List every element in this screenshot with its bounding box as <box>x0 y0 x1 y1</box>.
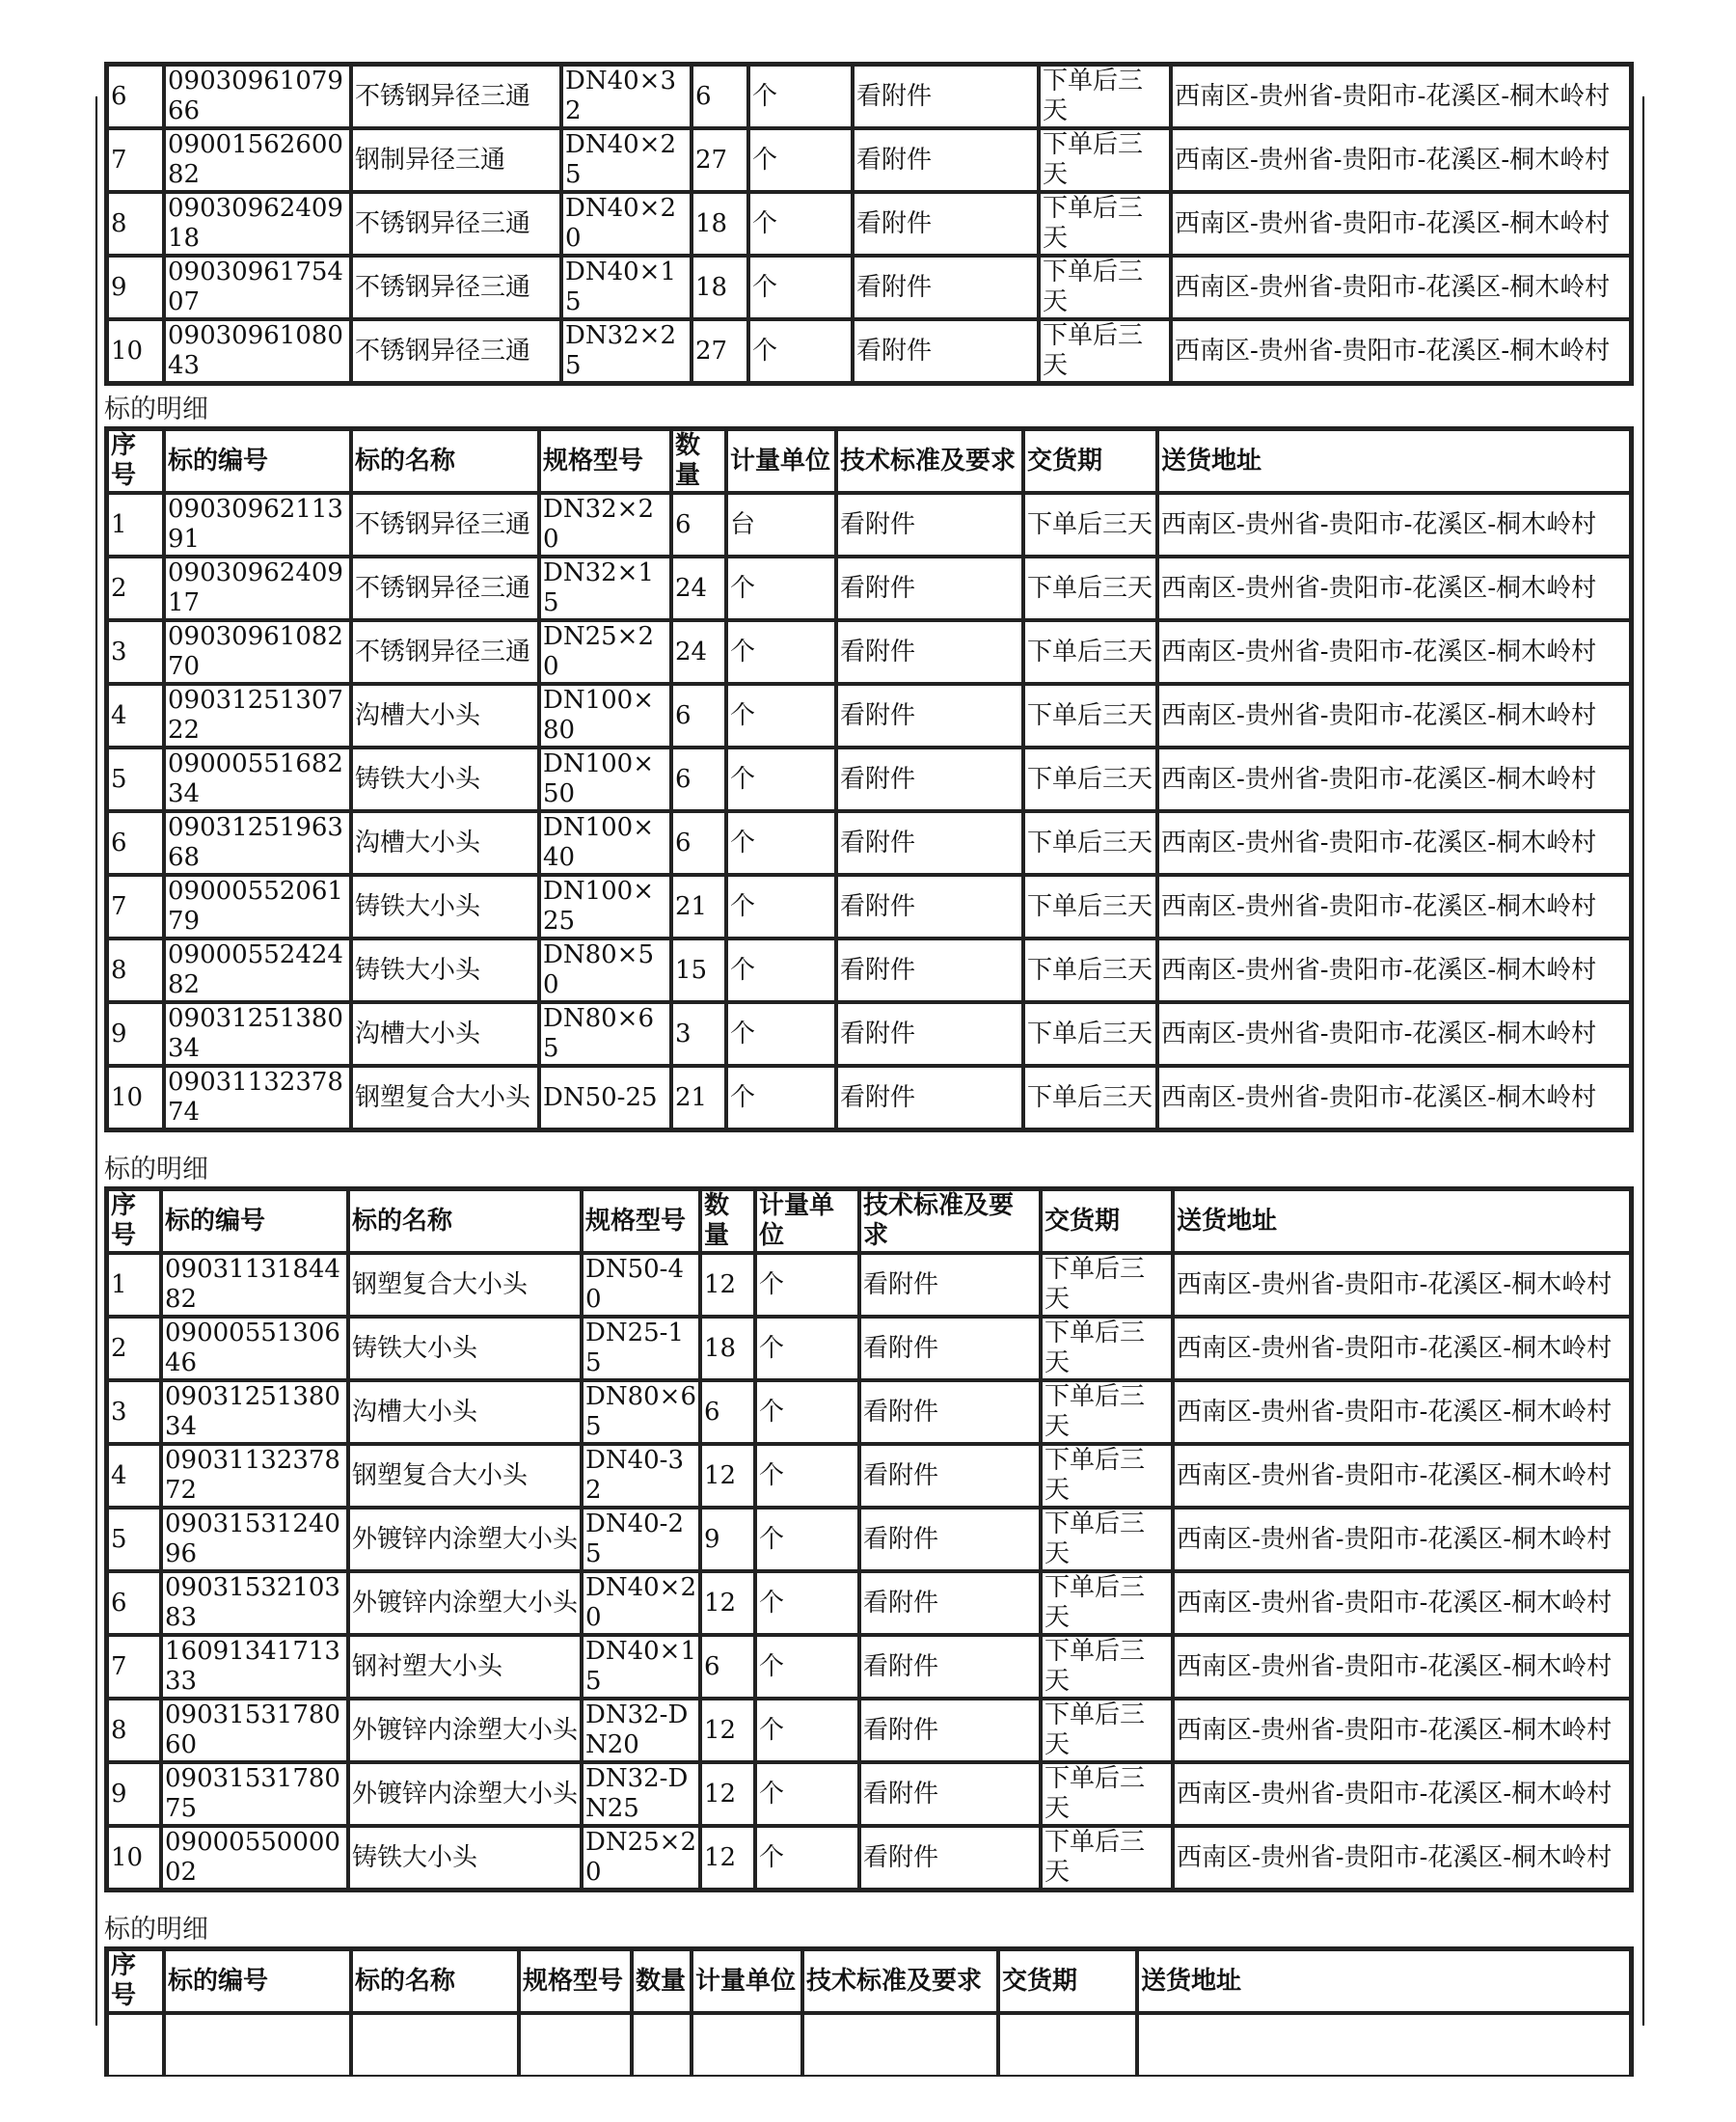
cell-item-name: 钢制异径三通 <box>351 128 561 192</box>
table-row <box>107 1508 1631 1571</box>
column-header-item-name: 标的名称 <box>351 1949 519 2013</box>
cell-quantity: 24 <box>671 557 726 620</box>
detail-table-2-container <box>104 426 1634 1132</box>
cell-delivery-address: 西南区-贵州省-贵阳市-花溪区-桐木岭村 <box>1157 684 1631 748</box>
cell-unit: 个 <box>755 1826 859 1890</box>
section-label-3: 标的明细 <box>104 1155 208 1184</box>
cell-quantity: 6 <box>692 65 748 128</box>
cell-delivery-period: 下单后三天 <box>1023 1002 1157 1066</box>
cell-delivery-period: 下单后三天 <box>1023 493 1157 557</box>
cell-item-name: 沟槽大小头 <box>351 811 539 875</box>
cell-quantity: 27 <box>692 319 748 383</box>
cell-quantity: 6 <box>671 748 726 811</box>
cell-unit: 个 <box>726 939 836 1002</box>
table-row <box>107 1635 1631 1699</box>
cell-delivery-address: 西南区-贵州省-贵阳市-花溪区-桐木岭村 <box>1173 1571 1631 1635</box>
cell-item-name: 外镀锌内涂塑大小头 <box>348 1571 582 1635</box>
table-row <box>107 557 1631 620</box>
cell-spec-model: DN40×15 <box>561 256 692 319</box>
cell-unit: 个 <box>755 1699 859 1762</box>
table-row <box>107 748 1631 811</box>
cell-unit: 个 <box>726 811 836 875</box>
cell-unit: 个 <box>755 1635 859 1699</box>
column-header-quantity: 数量 <box>671 429 726 493</box>
cell-item-code: 0903096108270 <box>164 620 351 684</box>
column-header-unit: 计量单位 <box>726 429 836 493</box>
cell-unit: 个 <box>726 1002 836 1066</box>
cell-seq: 9 <box>107 1002 164 1066</box>
cell-seq: 6 <box>107 1571 161 1635</box>
table-row <box>107 128 1631 192</box>
cell-delivery-period: 下单后三天 <box>1023 748 1157 811</box>
cell-tech-standard: 看附件 <box>836 684 1023 748</box>
cell-item-code: 0903113184482 <box>161 1253 348 1317</box>
cell-seq: 10 <box>107 1066 164 1129</box>
cell-item-code: 0900055242482 <box>164 939 351 1002</box>
cell-delivery-address: 西南区-贵州省-贵阳市-花溪区-桐木岭村 <box>1171 319 1631 383</box>
cell-unit: 个 <box>755 1380 859 1444</box>
table-row <box>107 684 1631 748</box>
cell-item-code: 0903125138034 <box>164 1002 351 1066</box>
cell-tech-standard: 看附件 <box>836 811 1023 875</box>
cell-unit: 个 <box>748 256 853 319</box>
cell-quantity: 21 <box>671 875 726 939</box>
cell-quantity: 18 <box>692 256 748 319</box>
cell-seq: 4 <box>107 1444 161 1508</box>
cell-item-name: 沟槽大小头 <box>351 684 539 748</box>
cell-delivery-period: 下单后三天 <box>1039 128 1171 192</box>
cell-seq: 3 <box>107 1380 161 1444</box>
cell-seq: 7 <box>107 875 164 939</box>
table-row <box>107 1699 1631 1762</box>
cell-item-name: 沟槽大小头 <box>348 1380 582 1444</box>
cell-seq: 7 <box>107 128 164 192</box>
cell-delivery-period: 下单后三天 <box>1041 1253 1173 1317</box>
cell-delivery-period: 下单后三天 <box>1023 620 1157 684</box>
column-header-tech-standard: 技术标准及要求 <box>836 429 1023 493</box>
cell-tech-standard: 看附件 <box>859 1508 1041 1571</box>
column-header-quantity: 数量 <box>632 1949 692 2013</box>
cell-item-name: 铸铁大小头 <box>351 748 539 811</box>
cell-item-code: 1609134171333 <box>161 1635 348 1699</box>
cell-unit: 个 <box>726 557 836 620</box>
cell-spec-model: DN25-15 <box>582 1317 700 1380</box>
cell-delivery-address: 西南区-贵州省-贵阳市-花溪区-桐木岭村 <box>1157 811 1631 875</box>
cell-delivery-period: 下单后三天 <box>1039 319 1171 383</box>
cell-tech-standard: 看附件 <box>836 493 1023 557</box>
cell-seq: 1 <box>107 493 164 557</box>
cell-spec-model: DN40-25 <box>582 1508 700 1571</box>
cell-unit: 个 <box>726 620 836 684</box>
cell-spec-model: DN40×25 <box>561 128 692 192</box>
column-header-tech-standard: 技术标准及要求 <box>859 1189 1041 1253</box>
cell-delivery-address: 西南区-贵州省-贵阳市-花溪区-桐木岭村 <box>1173 1762 1631 1826</box>
cell-delivery-period: 下单后三天 <box>1041 1635 1173 1699</box>
cell-unit: 个 <box>748 65 853 128</box>
cell-tech-standard: 看附件 <box>859 1253 1041 1317</box>
cell-spec-model: DN32×20 <box>539 493 671 557</box>
cell-delivery-period: 下单后三天 <box>1023 939 1157 1002</box>
cell-quantity: 27 <box>692 128 748 192</box>
cell-quantity: 12 <box>700 1444 755 1508</box>
section-label-2: 标的明细 <box>104 394 208 424</box>
cell-delivery-period: 下单后三天 <box>1023 684 1157 748</box>
cell-item-code: 0903096211391 <box>164 493 351 557</box>
cell-unit: 个 <box>755 1762 859 1826</box>
cell-spec-model: DN40×32 <box>561 65 692 128</box>
cell-seq: 10 <box>107 1826 161 1890</box>
cell-item-code: 0903125130722 <box>164 684 351 748</box>
cell-unit: 个 <box>748 319 853 383</box>
cell-unit: 个 <box>755 1444 859 1508</box>
cell-delivery-period: 下单后三天 <box>1041 1826 1173 1890</box>
cell-tech-standard: 看附件 <box>853 256 1039 319</box>
table-row <box>107 1571 1631 1635</box>
cell-seq: 5 <box>107 748 164 811</box>
cell-delivery-address: 西南区-贵州省-贵阳市-花溪区-桐木岭村 <box>1173 1508 1631 1571</box>
cell-spec-model: DN100×50 <box>539 748 671 811</box>
cell-item-name: 外镀锌内涂塑大小头 <box>348 1508 582 1571</box>
column-header-unit: 计量单位 <box>755 1189 859 1253</box>
cell-quantity: 15 <box>671 939 726 1002</box>
cell-seq: 3 <box>107 620 164 684</box>
cell-seq: 2 <box>107 557 164 620</box>
cell-quantity: 9 <box>700 1508 755 1571</box>
cell-item-code: 0903096175407 <box>164 256 351 319</box>
cell-unit: 个 <box>748 192 853 256</box>
cell-delivery-address: 西南区-贵州省-贵阳市-花溪区-桐木岭村 <box>1173 1444 1631 1508</box>
cell-tech-standard: 看附件 <box>859 1444 1041 1508</box>
table-row <box>107 1444 1631 1508</box>
cell-seq: 7 <box>107 1635 161 1699</box>
column-header-delivery-period: 交货期 <box>1023 429 1157 493</box>
table-header-row <box>107 1949 1631 2013</box>
table-row <box>107 620 1631 684</box>
cell-delivery-address: 西南区-贵州省-贵阳市-花溪区-桐木岭村 <box>1173 1380 1631 1444</box>
cell-quantity: 12 <box>700 1826 755 1890</box>
column-header-seq: 序号 <box>107 1949 164 2013</box>
cell-delivery-address: 西南区-贵州省-贵阳市-花溪区-桐木岭村 <box>1171 192 1631 256</box>
cell-spec-model: DN100×80 <box>539 684 671 748</box>
cell-delivery-address: 西南区-贵州省-贵阳市-花溪区-桐木岭村 <box>1157 620 1631 684</box>
cell-tech-standard: 看附件 <box>859 1571 1041 1635</box>
table-row <box>107 1002 1631 1066</box>
cell-item-name: 不锈钢异径三通 <box>351 557 539 620</box>
cell-unit: 个 <box>726 748 836 811</box>
table-row <box>107 875 1631 939</box>
cell-spec-model: DN40×20 <box>561 192 692 256</box>
table-row <box>107 1253 1631 1317</box>
cell-seq: 10 <box>107 319 164 383</box>
cell-tech-standard: 看附件 <box>853 128 1039 192</box>
column-header-spec-model: 规格型号 <box>519 1949 632 2013</box>
cell-unit: 个 <box>755 1317 859 1380</box>
cell-item-name: 钢塑复合大小头 <box>348 1444 582 1508</box>
cell-delivery-period: 下单后三天 <box>1039 192 1171 256</box>
cell-item-name: 不锈钢异径三通 <box>351 620 539 684</box>
cell-delivery-address: 西南区-贵州省-贵阳市-花溪区-桐木岭村 <box>1157 939 1631 1002</box>
cell-quantity: 24 <box>671 620 726 684</box>
cell-delivery-address: 西南区-贵州省-贵阳市-花溪区-桐木岭村 <box>1171 65 1631 128</box>
table-row <box>107 319 1631 383</box>
table-row <box>107 939 1631 1002</box>
cell-item-code: 0903096107966 <box>164 65 351 128</box>
table-row <box>107 1317 1631 1380</box>
cell-tech-standard: 看附件 <box>836 1066 1023 1129</box>
detail-table-3-container <box>104 1186 1634 1892</box>
section-label-4: 标的明细 <box>104 1915 208 1945</box>
cell-delivery-period: 下单后三天 <box>1041 1444 1173 1508</box>
cell-item-code: 0903096108043 <box>164 319 351 383</box>
cell-quantity: 18 <box>700 1317 755 1380</box>
cell-spec-model: DN25×20 <box>539 620 671 684</box>
column-header-item-code: 标的编号 <box>164 1949 351 2013</box>
detail-table-4-container <box>104 1946 1634 2026</box>
cell-quantity: 6 <box>671 684 726 748</box>
cell-seq: 9 <box>107 256 164 319</box>
cell-seq: 1 <box>107 1253 161 1317</box>
cell-item-name: 外镀锌内涂塑大小头 <box>348 1762 582 1826</box>
table-row <box>107 493 1631 557</box>
cell-quantity: 3 <box>671 1002 726 1066</box>
cell-item-name: 铸铁大小头 <box>351 875 539 939</box>
table-row <box>107 1380 1631 1444</box>
cell-seq: 4 <box>107 684 164 748</box>
detail-table-2 <box>104 426 1634 1132</box>
cell-delivery-address: 西南区-贵州省-贵阳市-花溪区-桐木岭村 <box>1173 1317 1631 1380</box>
detail-table-4 <box>104 1946 1634 2077</box>
cell-seq: 6 <box>107 65 164 128</box>
cell-item-name: 不锈钢异径三通 <box>351 319 561 383</box>
table-row <box>107 1066 1631 1129</box>
cell-quantity: 12 <box>700 1253 755 1317</box>
column-header-tech-standard: 技术标准及要求 <box>802 1949 998 2013</box>
cell-item-code: 0903113237874 <box>164 1066 351 1129</box>
cell-seq: 8 <box>107 1699 161 1762</box>
cell-delivery-address: 西南区-贵州省-贵阳市-花溪区-桐木岭村 <box>1173 1635 1631 1699</box>
cell-item-code: 0903153178075 <box>161 1762 348 1826</box>
cell-item-name: 铸铁大小头 <box>348 1826 582 1890</box>
column-header-item-code: 标的编号 <box>161 1189 348 1253</box>
cell-item-name: 钢衬塑大小头 <box>348 1635 582 1699</box>
cell-delivery-period: 下单后三天 <box>1041 1762 1173 1826</box>
column-header-delivery-address: 送货地址 <box>1137 1949 1631 2013</box>
cell-tech-standard: 看附件 <box>859 1317 1041 1380</box>
cell-item-code: 0903125138034 <box>161 1380 348 1444</box>
cell-item-code: 0903096240917 <box>164 557 351 620</box>
cell-seq: 5 <box>107 1508 161 1571</box>
cell-tech-standard: 看附件 <box>859 1635 1041 1699</box>
cell-spec-model: DN100×25 <box>539 875 671 939</box>
cell-delivery-address: 西南区-贵州省-贵阳市-花溪区-桐木岭村 <box>1157 1066 1631 1129</box>
cell-delivery-address: 西南区-贵州省-贵阳市-花溪区-桐木岭村 <box>1157 875 1631 939</box>
cell-delivery-period: 下单后三天 <box>1023 875 1157 939</box>
cell-item-name: 不锈钢异径三通 <box>351 65 561 128</box>
cell-tech-standard: 看附件 <box>853 65 1039 128</box>
cell-delivery-address: 西南区-贵州省-贵阳市-花溪区-桐木岭村 <box>1173 1253 1631 1317</box>
cell-delivery-period: 下单后三天 <box>1039 65 1171 128</box>
column-header-spec-model: 规格型号 <box>539 429 671 493</box>
table-row <box>107 192 1631 256</box>
cell-delivery-address: 西南区-贵州省-贵阳市-花溪区-桐木岭村 <box>1157 557 1631 620</box>
cell-delivery-address: 西南区-贵州省-贵阳市-花溪区-桐木岭村 <box>1171 256 1631 319</box>
column-header-delivery-address: 送货地址 <box>1157 429 1631 493</box>
cell-tech-standard: 看附件 <box>836 620 1023 684</box>
cell-item-code: 0900055206179 <box>164 875 351 939</box>
detail-table-1 <box>104 62 1634 386</box>
table-header-row <box>107 1189 1631 1253</box>
cell-item-code: 0903125196368 <box>164 811 351 875</box>
cell-quantity: 6 <box>671 811 726 875</box>
cell-delivery-period: 下单后三天 <box>1041 1508 1173 1571</box>
cell-item-code: 0903113237872 <box>161 1444 348 1508</box>
cell-tech-standard: 看附件 <box>836 1002 1023 1066</box>
cell-delivery-address: 西南区-贵州省-贵阳市-花溪区-桐木岭村 <box>1157 1002 1631 1066</box>
cell-spec-model: DN40×20 <box>582 1571 700 1635</box>
cell-delivery-period: 下单后三天 <box>1041 1699 1173 1762</box>
cell-tech-standard: 看附件 <box>859 1380 1041 1444</box>
cell-delivery-period: 下单后三天 <box>1041 1380 1173 1444</box>
cell-unit: 个 <box>726 1066 836 1129</box>
cell-seq: 8 <box>107 192 164 256</box>
cell-tech-standard: 看附件 <box>836 557 1023 620</box>
table-row <box>107 1826 1631 1890</box>
column-header-quantity: 数量 <box>700 1189 755 1253</box>
cell-spec-model: DN40×15 <box>582 1635 700 1699</box>
cell-unit: 个 <box>755 1571 859 1635</box>
cell-item-name: 沟槽大小头 <box>351 1002 539 1066</box>
column-header-seq: 序号 <box>107 1189 161 1253</box>
cell-delivery-period: 下单后三天 <box>1041 1571 1173 1635</box>
column-header-item-name: 标的名称 <box>351 429 539 493</box>
cell-spec-model: DN40-32 <box>582 1444 700 1508</box>
cell-quantity: 12 <box>700 1762 755 1826</box>
cell-item-name: 钢塑复合大小头 <box>351 1066 539 1129</box>
column-header-delivery-address: 送货地址 <box>1173 1189 1631 1253</box>
table-row <box>107 1762 1631 1826</box>
detail-table-1-container <box>104 67 1634 394</box>
cell-item-code: 0900156260082 <box>164 128 351 192</box>
column-header-seq: 序号 <box>107 429 164 493</box>
cell-unit: 个 <box>726 684 836 748</box>
cell-spec-model: DN25×20 <box>582 1826 700 1890</box>
cell-spec-model: DN50-25 <box>539 1066 671 1129</box>
cell-tech-standard: 看附件 <box>836 748 1023 811</box>
cell-spec-model: DN32×15 <box>539 557 671 620</box>
cell-delivery-period: 下单后三天 <box>1023 1066 1157 1129</box>
cell-tech-standard: 看附件 <box>853 319 1039 383</box>
cell-item-code: 0903153178060 <box>161 1699 348 1762</box>
cell-seq: 9 <box>107 1762 161 1826</box>
column-header-item-code: 标的编号 <box>164 429 351 493</box>
column-header-spec-model: 规格型号 <box>582 1189 700 1253</box>
cell-delivery-address: 西南区-贵州省-贵阳市-花溪区-桐木岭村 <box>1157 748 1631 811</box>
cell-unit: 个 <box>755 1508 859 1571</box>
cell-quantity: 6 <box>700 1380 755 1444</box>
cell-quantity: 6 <box>700 1635 755 1699</box>
cell-quantity: 6 <box>671 493 726 557</box>
column-header-item-name: 标的名称 <box>348 1189 582 1253</box>
cell-spec-model: DN80×65 <box>539 1002 671 1066</box>
detail-table-3 <box>104 1186 1634 1892</box>
cell-item-name: 钢塑复合大小头 <box>348 1253 582 1317</box>
cell-item-name: 外镀锌内涂塑大小头 <box>348 1699 582 1762</box>
cell-item-code: 0903153124096 <box>161 1508 348 1571</box>
cell-quantity: 12 <box>700 1699 755 1762</box>
cell-tech-standard: 看附件 <box>836 875 1023 939</box>
cell-delivery-period: 下单后三天 <box>1023 811 1157 875</box>
cell-item-code: 0900055168234 <box>164 748 351 811</box>
cell-unit: 个 <box>726 875 836 939</box>
cell-unit: 个 <box>755 1253 859 1317</box>
cell-spec-model: DN100×40 <box>539 811 671 875</box>
cell-delivery-period: 下单后三天 <box>1041 1317 1173 1380</box>
cell-quantity: 18 <box>692 192 748 256</box>
cell-seq: 6 <box>107 811 164 875</box>
column-header-unit: 计量单位 <box>692 1949 802 2013</box>
cell-delivery-address: 西南区-贵州省-贵阳市-花溪区-桐木岭村 <box>1157 493 1631 557</box>
cell-spec-model: DN32-DN20 <box>582 1699 700 1762</box>
cell-seq: 8 <box>107 939 164 1002</box>
cell-tech-standard: 看附件 <box>859 1826 1041 1890</box>
cell-delivery-period: 下单后三天 <box>1039 256 1171 319</box>
cell-spec-model: DN80×50 <box>539 939 671 1002</box>
cell-spec-model: DN32×25 <box>561 319 692 383</box>
cell-quantity: 21 <box>671 1066 726 1129</box>
cell-seq: 2 <box>107 1317 161 1380</box>
cell-tech-standard: 看附件 <box>836 939 1023 1002</box>
cell-spec-model: DN80×65 <box>582 1380 700 1444</box>
cell-item-code: 0903153210383 <box>161 1571 348 1635</box>
column-header-delivery-period: 交货期 <box>1041 1189 1173 1253</box>
table-row <box>107 65 1631 128</box>
cell-item-code: 0900055000002 <box>161 1826 348 1890</box>
cell-item-name: 铸铁大小头 <box>351 939 539 1002</box>
cell-unit: 个 <box>748 128 853 192</box>
cell-delivery-address: 西南区-贵州省-贵阳市-花溪区-桐木岭村 <box>1173 1699 1631 1762</box>
cell-delivery-period: 下单后三天 <box>1023 557 1157 620</box>
table-row <box>107 2013 1631 2077</box>
cell-delivery-address: 西南区-贵州省-贵阳市-花溪区-桐木岭村 <box>1171 128 1631 192</box>
cell-item-code: 0900055130646 <box>161 1317 348 1380</box>
cell-unit: 台 <box>726 493 836 557</box>
cell-tech-standard: 看附件 <box>859 1762 1041 1826</box>
cell-item-name: 铸铁大小头 <box>348 1317 582 1380</box>
cell-spec-model: DN32-DN25 <box>582 1762 700 1826</box>
table-row <box>107 811 1631 875</box>
cell-item-name: 不锈钢异径三通 <box>351 256 561 319</box>
table-header-row <box>107 429 1631 493</box>
cell-item-name: 不锈钢异径三通 <box>351 493 539 557</box>
cell-tech-standard: 看附件 <box>853 192 1039 256</box>
cell-delivery-address: 西南区-贵州省-贵阳市-花溪区-桐木岭村 <box>1173 1826 1631 1890</box>
cell-item-code: 0903096240918 <box>164 192 351 256</box>
cell-spec-model: DN50-40 <box>582 1253 700 1317</box>
column-header-delivery-period: 交货期 <box>998 1949 1137 2013</box>
table-row <box>107 256 1631 319</box>
cell-item-name: 不锈钢异径三通 <box>351 192 561 256</box>
cell-tech-standard: 看附件 <box>859 1699 1041 1762</box>
cell-quantity: 12 <box>700 1571 755 1635</box>
